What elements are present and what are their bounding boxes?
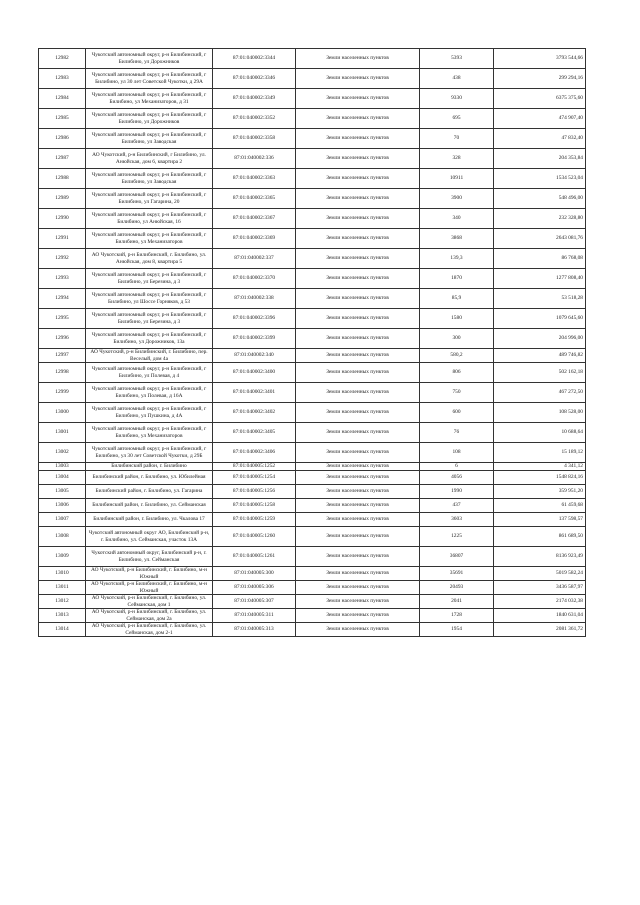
table-row: [39, 69, 586, 89]
cadastral-value-cell: 10 688,64: [494, 423, 586, 443]
land-category-cell: Земли населенных пунктов: [296, 49, 420, 69]
land-category-cell: Земли населенных пунктов: [296, 547, 420, 567]
cadastral-number-cell: 87:01:040002:3370: [213, 269, 296, 289]
cadastral-value-cell: 4 341,12: [494, 463, 586, 471]
area-cell: 1870: [420, 269, 494, 289]
row-number-cell: 13006: [39, 499, 86, 513]
table-row: [39, 149, 586, 169]
cadastral-value-cell: 3793 544,66: [494, 49, 586, 69]
land-category-cell: Земли населенных пунктов: [296, 309, 420, 329]
address-cell: Билибинский район, г. Билибино: [86, 463, 213, 471]
cadastral-number-cell: 87:01:040002:3367: [213, 209, 296, 229]
row-number-cell: 12995: [39, 309, 86, 329]
area-cell: 1954: [420, 623, 494, 637]
land-category-cell: Земли населенных пунктов: [296, 69, 420, 89]
address-cell: АО Чукотский, р-н Билибинский, г. Билибино, пер. Веселый, дом 4а: [86, 349, 213, 363]
cadastral-value-cell: 204 353,84: [494, 149, 586, 169]
table-row: [39, 471, 586, 485]
row-number-cell: 12997: [39, 349, 86, 363]
cadastral-value-cell: 108 528,00: [494, 403, 586, 423]
address-cell: Чукотский автономный округ, р-н Билибинский, г Билибино, ул Полевая, д 4: [86, 363, 213, 383]
cadastral-number-cell: 87:01:040002:3406: [213, 443, 296, 463]
cadastral-value-cell: 1277 808,40: [494, 269, 586, 289]
table-row: [39, 463, 586, 471]
row-number-cell: 12998: [39, 363, 86, 383]
address-cell: Чукотский автономный округ, р-н Билибинский, г Билибино, ул Полевая, д 16А: [86, 383, 213, 403]
row-number-cell: 12996: [39, 329, 86, 349]
land-category-cell: Земли населенных пунктов: [296, 363, 420, 383]
cadastral-value-cell: 1840 631,04: [494, 609, 586, 623]
cadastral-value-cell: 8136 923,49: [494, 547, 586, 567]
cadastral-value-cell: 861 689,50: [494, 527, 586, 547]
row-number-cell: 13004: [39, 471, 86, 485]
address-cell: Чукотский автономный округ, р-н Билибинский, г Билибино, ул Дорожников: [86, 109, 213, 129]
cadastral-value-cell: 2081 361,72: [494, 623, 586, 637]
address-cell: Чукотский автономный округ, Билибинский р-н, г. Билибино, ул. Сейманская: [86, 547, 213, 567]
row-number-cell: 12992: [39, 249, 86, 269]
row-number-cell: 13003: [39, 463, 86, 471]
address-cell: Чукотский автономный округ АО, Билибинский р-н, г. Билибино, ул. Сейманская, участок 13А: [86, 527, 213, 547]
land-category-cell: Земли населенных пунктов: [296, 289, 420, 309]
cadastral-number-cell: 87:01:040002:3369: [213, 229, 296, 249]
area-cell: 108: [420, 443, 494, 463]
row-number-cell: 12989: [39, 189, 86, 209]
cadastral-value-cell: 2174 032,38: [494, 595, 586, 609]
address-cell: АО Чукотский, р-н Билибинский, г. Билибино, ул. Сейманская, дом 2-1: [86, 623, 213, 637]
land-category-cell: Земли населенных пунктов: [296, 229, 420, 249]
table-row: [39, 363, 586, 383]
cadastral-value-cell: 2643 081,76: [494, 229, 586, 249]
land-category-cell: Земли населенных пунктов: [296, 423, 420, 443]
cadastral-value-cell: 5019 582,24: [494, 567, 586, 581]
land-category-cell: Земли населенных пунктов: [296, 269, 420, 289]
cadastral-value-cell: 299 294,16: [494, 69, 586, 89]
address-cell: АО Чукотский, р-н Билибинский, г Билибино, ул. Анюйская, дом 6, квартира 2: [86, 149, 213, 169]
table-row: [39, 169, 586, 189]
cadastral-number-cell: 87:01:040005:1252: [213, 463, 296, 471]
area-cell: 5393: [420, 49, 494, 69]
cadastral-number-cell: 87:01:040002:336: [213, 149, 296, 169]
table-row: [39, 129, 586, 149]
address-cell: Чукотский автономный округ, р-н Билибинский, г Билибино, ул Механизаторов, д 31: [86, 89, 213, 109]
land-category-cell: Земли населенных пунктов: [296, 403, 420, 423]
cadastral-number-cell: 87:01:040002:3399: [213, 329, 296, 349]
address-cell: АО Чукотский, р-н Билибинский, г. Билибино, м-н Южный: [86, 581, 213, 595]
row-number-cell: 12993: [39, 269, 86, 289]
cadastral-number-cell: 87:01:040002:3400: [213, 363, 296, 383]
row-number-cell: 12999: [39, 383, 86, 403]
land-category-cell: Земли населенных пунктов: [296, 89, 420, 109]
cadastral-value-cell: 474 907,40: [494, 109, 586, 129]
land-category-cell: Земли населенных пунктов: [296, 567, 420, 581]
cadastral-value-cell: 548 496,00: [494, 189, 586, 209]
address-cell: АО Чукотский, р-н Билибинский, г. Билибино, ул. Сейманская, дом 1: [86, 595, 213, 609]
table-row: [39, 383, 586, 403]
area-cell: 76: [420, 423, 494, 443]
address-cell: Чукотский автономный округ, р-н Билибинский, г Билибино, ул Шоссе Горняков, д 53: [86, 289, 213, 309]
area-cell: 139,3: [420, 249, 494, 269]
table-row: [39, 49, 586, 69]
area-cell: 300: [420, 329, 494, 349]
cadastral-value-cell: 502 162,18: [494, 363, 586, 383]
address-cell: Билибинский район, г. Билибино, ул. Гагарина: [86, 485, 213, 499]
area-cell: 36807: [420, 547, 494, 567]
address-cell: Билибинский район, г. Билибино, ул. Сейманская: [86, 499, 213, 513]
row-number-cell: 12987: [39, 149, 86, 169]
cadastral-number-cell: 87:01:040002:3363: [213, 169, 296, 189]
land-category-cell: Земли населенных пунктов: [296, 609, 420, 623]
row-number-cell: 12985: [39, 109, 86, 129]
cadastral-number-cell: 87:01:040002:3344: [213, 49, 296, 69]
row-number-cell: 13001: [39, 423, 86, 443]
land-category-cell: Земли населенных пунктов: [296, 527, 420, 547]
table-row: [39, 485, 586, 499]
address-cell: Чукотский автономный округ, р-н Билибинский, г Билибино, ул Березина, д 3: [86, 269, 213, 289]
area-cell: 9330: [420, 89, 494, 109]
address-cell: АО Чукотский, р-н Билибинский, г. Билибино, ул. Сейманская, дом 2а: [86, 609, 213, 623]
land-category-cell: Земли населенных пунктов: [296, 149, 420, 169]
area-cell: 85,9: [420, 289, 494, 309]
land-category-cell: Земли населенных пунктов: [296, 209, 420, 229]
cadastral-value-cell: 1079 645,60: [494, 309, 586, 329]
table-row: [39, 209, 586, 229]
area-cell: 2041: [420, 595, 494, 609]
area-cell: 6: [420, 463, 494, 471]
land-category-cell: Земли населенных пунктов: [296, 463, 420, 471]
table-row: [39, 513, 586, 527]
area-cell: 1580: [420, 309, 494, 329]
table-row: [39, 189, 586, 209]
row-number-cell: 13005: [39, 485, 86, 499]
cadastral-value-cell: 204 996,00: [494, 329, 586, 349]
cadastral-value-cell: 47 832,40: [494, 129, 586, 149]
land-category-cell: Земли населенных пунктов: [296, 623, 420, 637]
row-number-cell: 12982: [39, 49, 86, 69]
address-cell: Чукотский автономный округ, р-н Билибинский, г Билибино, ул Механизаторов: [86, 229, 213, 249]
cadastral-number-cell: 87:01:040005:1254: [213, 471, 296, 485]
cadastral-number-cell: 87:01:040002:3365: [213, 189, 296, 209]
table-row: [39, 309, 586, 329]
address-cell: Чукотский автономный округ, р-н Билибинский, г Билибино, ул 30 лет Советской Чукотки, д 29Б: [86, 443, 213, 463]
table-row: [39, 329, 586, 349]
area-cell: 1225: [420, 527, 494, 547]
cadastral-number-cell: 87:01:040002:340: [213, 349, 296, 363]
table-body: [39, 49, 586, 637]
cadastral-number-cell: 87:01:040002:338: [213, 289, 296, 309]
table-row: [39, 403, 586, 423]
row-number-cell: 13007: [39, 513, 86, 527]
row-number-cell: 13009: [39, 547, 86, 567]
land-category-cell: Земли населенных пунктов: [296, 169, 420, 189]
row-number-cell: 12994: [39, 289, 86, 309]
table-row: [39, 423, 586, 443]
cadastral-number-cell: 87:01:040005:1260: [213, 527, 296, 547]
cadastral-number-cell: 87:01:040002:337: [213, 249, 296, 269]
address-cell: Чукотский автономный округ, р-н Билибинский, г Билибино, ул Механизаторов: [86, 423, 213, 443]
cadastral-value-cell: 15 189,12: [494, 443, 586, 463]
row-number-cell: 13002: [39, 443, 86, 463]
row-number-cell: 12991: [39, 229, 86, 249]
cadastral-value-cell: 3436 587,97: [494, 581, 586, 595]
cadastral-number-cell: 87:01:040002:3346: [213, 69, 296, 89]
area-cell: 4056: [420, 471, 494, 485]
table-row: [39, 547, 586, 567]
address-cell: Чукотский автономный округ, р-н Билибинский, г Билибино, ул Заводская: [86, 129, 213, 149]
cadastral-value-cell: 467 272,50: [494, 383, 586, 403]
land-category-cell: Земли населенных пунктов: [296, 249, 420, 269]
land-category-cell: Земли населенных пунктов: [296, 595, 420, 609]
area-cell: 1990: [420, 485, 494, 499]
cadastral-number-cell: 87:01:040002:3401: [213, 383, 296, 403]
table-row: [39, 289, 586, 309]
cadastral-value-cell: 232 328,80: [494, 209, 586, 229]
table-row: [39, 623, 586, 637]
address-cell: Чукотский автономный округ, р-н Билибинский, г Билибино, ул Заводская: [86, 169, 213, 189]
land-category-cell: Земли населенных пунктов: [296, 471, 420, 485]
address-cell: Чукотский автономный округ, р-н Билибинский, г Билибино, ул Березина, д 3: [86, 309, 213, 329]
table-row: [39, 349, 586, 363]
row-number-cell: 12990: [39, 209, 86, 229]
area-cell: 10911: [420, 169, 494, 189]
table-row: [39, 89, 586, 109]
land-category-cell: Земли населенных пунктов: [296, 443, 420, 463]
cadastral-number-cell: 87:01:040002:3396: [213, 309, 296, 329]
table-row: [39, 499, 586, 513]
cadastral-number-cell: 87:01:040002:3402: [213, 403, 296, 423]
cadastral-value-cell: 1548 824,16: [494, 471, 586, 485]
row-number-cell: 13012: [39, 595, 86, 609]
row-number-cell: 13000: [39, 403, 86, 423]
address-cell: Чукотский автономный округ, р-н Билибинский, г Билибино, ул Гагарина, 20: [86, 189, 213, 209]
cadastral-number-cell: 87:01:040005:1261: [213, 547, 296, 567]
table-row: [39, 109, 586, 129]
cadastral-value-cell: 61 459,68: [494, 499, 586, 513]
address-cell: Чукотский автономный округ, р-н Билибинский, г Билибино, ул Дорожников: [86, 49, 213, 69]
cadastral-number-cell: 87:01:040005:300: [213, 567, 296, 581]
area-cell: 3603: [420, 513, 494, 527]
cadastral-value-cell: 86 768,08: [494, 249, 586, 269]
area-cell: 20493: [420, 581, 494, 595]
address-cell: Билибинский район, г. Билибино, ул. Юбилейная: [86, 471, 213, 485]
land-category-cell: Земли населенных пунктов: [296, 513, 420, 527]
address-cell: Чукотский автономный округ, р-н Билибинский, г Билибино, ул Анюйская, 16: [86, 209, 213, 229]
row-number-cell: 13010: [39, 567, 86, 581]
cadastral-number-cell: 87:01:040005:1259: [213, 513, 296, 527]
table-row: [39, 229, 586, 249]
area-cell: 328: [420, 149, 494, 169]
table-row: [39, 443, 586, 463]
cadastral-number-cell: 87:01:040002:3358: [213, 129, 296, 149]
cadastral-number-cell: 87:01:040005:313: [213, 623, 296, 637]
area-cell: 1728: [420, 609, 494, 623]
row-number-cell: 13014: [39, 623, 86, 637]
area-cell: 806: [420, 363, 494, 383]
row-number-cell: 12988: [39, 169, 86, 189]
address-cell: Чукотский автономный округ, р-н Билибинский, г Билибино, ул Пушкина, д 4А: [86, 403, 213, 423]
cadastral-number-cell: 87:01:040005:1256: [213, 485, 296, 499]
table-row: [39, 609, 586, 623]
address-cell: АО Чукотский, р-н Билибинский, г. Билибино, м-н Южный: [86, 567, 213, 581]
table-row: [39, 595, 586, 609]
address-cell: Чукотский автономный округ, р-н Билибинский, г Билибино, ул Дорожников, 13а: [86, 329, 213, 349]
area-cell: 580,2: [420, 349, 494, 363]
land-category-cell: Земли населенных пунктов: [296, 189, 420, 209]
area-cell: 437: [420, 499, 494, 513]
cadastral-value-cell: 6375 375,60: [494, 89, 586, 109]
cadastral-value-cell: 1534 523,04: [494, 169, 586, 189]
cadastral-number-cell: 87:01:040002:3405: [213, 423, 296, 443]
area-cell: 340: [420, 209, 494, 229]
cadastral-value-cell: 53 518,28: [494, 289, 586, 309]
address-cell: Чукотский автономный округ, р-н Билибинский, г Билибино, ул 30 лет Советской Чукотки, д 29А: [86, 69, 213, 89]
area-cell: 3900: [420, 189, 494, 209]
area-cell: 750: [420, 383, 494, 403]
land-category-cell: Земли населенных пунктов: [296, 383, 420, 403]
cadastral-number-cell: 87:01:040005:311: [213, 609, 296, 623]
area-cell: 600: [420, 403, 494, 423]
area-cell: 35691: [420, 567, 494, 581]
cadastral-value-cell: 359 951,20: [494, 485, 586, 499]
area-cell: 3868: [420, 229, 494, 249]
land-category-cell: Земли населенных пунктов: [296, 129, 420, 149]
land-parcels-table: [38, 48, 586, 637]
land-category-cell: Земли населенных пунктов: [296, 485, 420, 499]
land-category-cell: Земли населенных пунктов: [296, 109, 420, 129]
land-category-cell: Земли населенных пунктов: [296, 499, 420, 513]
table-row: [39, 269, 586, 289]
row-number-cell: 13011: [39, 581, 86, 595]
table-row: [39, 527, 586, 547]
address-cell: Билибинский район, г. Билибино, ул. Чкалова 17: [86, 513, 213, 527]
row-number-cell: 12984: [39, 89, 86, 109]
cadastral-number-cell: 87:01:040005:306: [213, 581, 296, 595]
cadastral-value-cell: 137 598,57: [494, 513, 586, 527]
table-row: [39, 581, 586, 595]
cadastral-number-cell: 87:01:040005:307: [213, 595, 296, 609]
cadastral-value-cell: 489 746,82: [494, 349, 586, 363]
land-category-cell: Земли населенных пунктов: [296, 349, 420, 363]
row-number-cell: 12986: [39, 129, 86, 149]
row-number-cell: 13008: [39, 527, 86, 547]
cadastral-number-cell: 87:01:040002:3352: [213, 109, 296, 129]
row-number-cell: 13013: [39, 609, 86, 623]
land-category-cell: Земли населенных пунктов: [296, 581, 420, 595]
cadastral-number-cell: 87:01:040002:3349: [213, 89, 296, 109]
table-row: [39, 567, 586, 581]
area-cell: 695: [420, 109, 494, 129]
row-number-cell: 12983: [39, 69, 86, 89]
area-cell: 438: [420, 69, 494, 89]
land-category-cell: Земли населенных пунктов: [296, 329, 420, 349]
address-cell: АО Чукотский, р-н Билибинский, г. Билибино, ул. Анюйская, дом 8, квартира 5: [86, 249, 213, 269]
area-cell: 70: [420, 129, 494, 149]
table-row: [39, 249, 586, 269]
cadastral-number-cell: 87:01:040005:1258: [213, 499, 296, 513]
